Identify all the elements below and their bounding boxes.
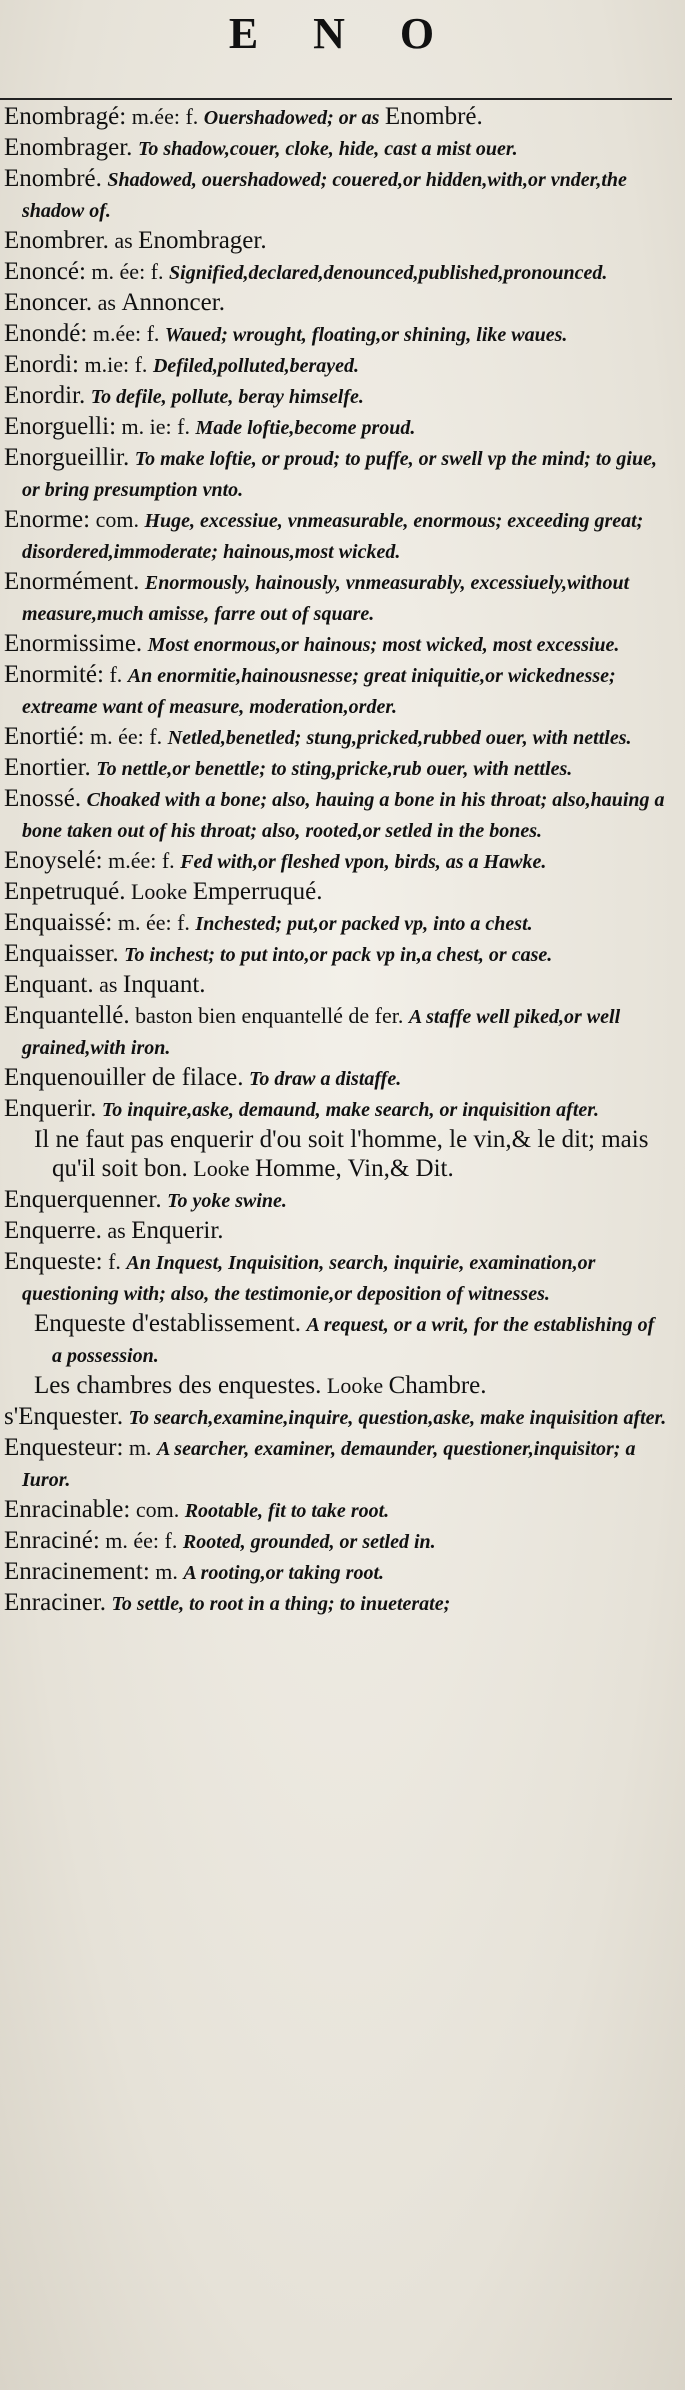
entry-cross-reference: Enombrager. bbox=[138, 227, 267, 254]
dictionary-entry bbox=[4, 288, 668, 319]
entry-headword: Enordir. bbox=[4, 382, 86, 409]
dictionary-entry bbox=[4, 1216, 668, 1247]
entry-headword: Enquerquenner. bbox=[4, 1186, 162, 1213]
entry-headword: Enoncé: bbox=[4, 258, 86, 285]
entry-definition: Enormously, hainously, vnmeasurably, excessiuely,without measure,much amisse, farre out of square. bbox=[22, 572, 630, 625]
entry-grammar: m.ée: f. bbox=[108, 848, 175, 873]
entry-definition: Choaked with a bone; also, hauing a bone in his throat; also,hauing a bone taken out of his throat; also, rooted,or setled in the bones. bbox=[22, 789, 665, 842]
dictionary-entry bbox=[4, 784, 668, 846]
dictionary-entry bbox=[4, 133, 668, 164]
entry-definition: To search,examine,inquire, question,aske, make inquisition after. bbox=[128, 1407, 667, 1429]
entry-definition: To shadow,couer, cloke, hide, cast a mist ouer. bbox=[137, 138, 518, 160]
entry-grammar: as bbox=[107, 1218, 126, 1243]
sub-entry bbox=[4, 1371, 668, 1402]
entry-headword: Enordi: bbox=[4, 351, 79, 378]
entry-cross-reference: Enombré. bbox=[384, 103, 483, 130]
entry-headword: Enorgueillir. bbox=[4, 444, 130, 471]
entry-grammar: m.ée: f. bbox=[131, 104, 199, 129]
dictionary-entry bbox=[4, 629, 668, 660]
entry-grammar: m. bbox=[155, 1559, 178, 1584]
entry-headword: Enombragé: bbox=[4, 103, 127, 130]
dictionary-entry bbox=[4, 1526, 668, 1557]
entry-definition: An Inquest, Inquisition, search, inquirie, examination,or questioning with; also, the testimonie,or deposition of witnesses. bbox=[22, 1252, 596, 1305]
entry-headword: Enquaisser. bbox=[4, 940, 119, 967]
entry-grammar: as bbox=[97, 290, 116, 315]
running-head: E N O bbox=[228, 9, 457, 58]
entry-grammar: m. ée: f. bbox=[105, 1528, 178, 1553]
entry-definition: To make loftie, or proud; to puffe, or swell vp the mind; to giue, or bring presumption vnto. bbox=[22, 448, 657, 501]
entry-headword: Enombrager. bbox=[4, 134, 133, 161]
entry-headword: Enoncer. bbox=[4, 289, 93, 316]
entry-grammar: m. bbox=[128, 1435, 152, 1460]
entry-headword: Les chambres des enquestes. bbox=[34, 1372, 322, 1399]
entry-definition: Rooted, grounded, or setled in. bbox=[182, 1531, 436, 1553]
entry-headword: Enquenouiller de filace. bbox=[4, 1064, 244, 1091]
entry-headword: Enquesteur: bbox=[4, 1434, 124, 1461]
entry-definition: A staffe well piked,or well grained,with iron. bbox=[22, 1006, 621, 1059]
entry-cross-reference: Emperruqué. bbox=[192, 878, 323, 905]
dictionary-entry bbox=[4, 753, 668, 784]
dictionary-entry bbox=[4, 877, 668, 908]
entry-definition: Ouershadowed; or as bbox=[203, 107, 380, 129]
entry-definition: To draw a distaffe. bbox=[248, 1068, 402, 1090]
entry-headword: Enquaissé: bbox=[4, 909, 113, 936]
entry-headword: Enquerir. bbox=[4, 1095, 97, 1122]
entry-grammar: com. bbox=[95, 507, 139, 532]
entry-headword: Enormissime. bbox=[4, 630, 143, 657]
header-rule bbox=[0, 98, 672, 100]
entry-definition: Waued; wrought, floating,or shining, like waues. bbox=[164, 324, 568, 346]
entry-definition: To nettle,or benettle; to sting,pricke,rub ouer, with nettles. bbox=[96, 758, 573, 780]
dictionary-entry bbox=[4, 660, 668, 722]
entry-grammar: Looke bbox=[130, 879, 188, 904]
entry-definition: A request, or a writ, for the establishing of a possession. bbox=[52, 1314, 655, 1367]
dictionary-entry bbox=[4, 102, 668, 133]
entry-headword: Enpetruqué. bbox=[4, 878, 126, 905]
entry-grammar: m. ée: f. bbox=[117, 910, 190, 935]
dictionary-entry bbox=[4, 226, 668, 257]
dictionary-entry bbox=[4, 350, 668, 381]
entry-headword: Enossé. bbox=[4, 785, 82, 812]
entry-headword: Enorme: bbox=[4, 506, 91, 533]
dictionary-entry bbox=[4, 1247, 668, 1309]
entry-headword: Enquantellé. bbox=[4, 1002, 130, 1029]
entry-headword: Enquant. bbox=[4, 971, 94, 998]
dictionary-entry bbox=[4, 846, 668, 877]
entry-grammar: Looke bbox=[326, 1373, 384, 1398]
dictionary-entry bbox=[4, 381, 668, 412]
dictionary-entry bbox=[4, 257, 668, 288]
dictionary-entry bbox=[4, 939, 668, 970]
entry-definition: Inchested; put,or packed vp, into a chest. bbox=[195, 913, 533, 935]
entry-headword: Enracinement: bbox=[4, 1558, 150, 1585]
entry-cross-reference: Chambre. bbox=[388, 1372, 487, 1399]
entry-definition: Made loftie,become proud. bbox=[195, 417, 416, 439]
entry-headword: s'Enquester. bbox=[4, 1403, 124, 1430]
entry-definition: A rooting,or taking root. bbox=[183, 1562, 385, 1584]
entry-list bbox=[4, 102, 668, 1619]
dictionary-entry bbox=[4, 505, 668, 567]
dictionary-entry bbox=[4, 722, 668, 753]
entry-definition: An enormitie,hainousnesse; great iniquitie,or wickednesse; extreame want of measure, moderation,order. bbox=[22, 665, 616, 718]
dictionary-entry bbox=[4, 1001, 668, 1063]
entry-cross-reference: Inquant. bbox=[122, 971, 206, 998]
entry-definition: Signified,declared,denounced,published,pronounced. bbox=[169, 262, 608, 284]
dictionary-entry bbox=[4, 164, 668, 226]
entry-headword: Enquerre. bbox=[4, 1217, 102, 1244]
entry-definition: To inchest; to put into,or pack vp in,a chest, or case. bbox=[124, 944, 553, 966]
entry-grammar: f. bbox=[108, 1249, 121, 1274]
entry-definition: A searcher, examiner, demaunder, questioner,inquisitor; a Iuror. bbox=[22, 1438, 636, 1491]
entry-headword: Enombré. bbox=[4, 165, 102, 192]
entry-definition: Rootable, fit to take root. bbox=[184, 1500, 390, 1522]
entry-headword: Enondé: bbox=[4, 320, 88, 347]
entry-grammar: m. ée: f. bbox=[90, 724, 163, 749]
sub-entry bbox=[4, 1125, 668, 1185]
dictionary-entry bbox=[4, 1495, 668, 1526]
dictionary-entry bbox=[4, 412, 668, 443]
entry-headword: Enormément. bbox=[4, 568, 140, 595]
entry-grammar: com. bbox=[135, 1497, 180, 1522]
entry-grammar: as bbox=[99, 972, 118, 997]
dictionary-entry bbox=[4, 1063, 668, 1094]
entry-grammar: m.ie: f. bbox=[84, 352, 148, 377]
entry-definition: To yoke swine. bbox=[167, 1190, 287, 1212]
entry-headword: Enraciner. bbox=[4, 1589, 107, 1616]
entry-headword: Enraciné: bbox=[4, 1527, 100, 1554]
entry-headword: Enombrer. bbox=[4, 227, 109, 254]
entry-headword: Enorguelli: bbox=[4, 413, 117, 440]
entry-definition: Fed with,or fleshed vpon, birds, as a Hawke. bbox=[180, 851, 547, 873]
entry-grammar: Looke bbox=[193, 1156, 250, 1181]
entry-headword: Enqueste d'establissement. bbox=[34, 1310, 301, 1337]
entry-grammar: as bbox=[114, 228, 133, 253]
entry-definition: Shadowed, ouershadowed; couered,or hidden,with,or vnder,the shadow of. bbox=[22, 169, 627, 222]
entry-definition: To defile, pollute, beray himselfe. bbox=[90, 386, 364, 408]
entry-headword: Enracinable: bbox=[4, 1496, 131, 1523]
entry-headword: Enormité: bbox=[4, 661, 104, 688]
dictionary-entry bbox=[4, 1588, 668, 1619]
entry-definition: To inquire,aske, demaund, make search, or inquisition after. bbox=[101, 1099, 599, 1121]
entry-grammar: m. ie: f. bbox=[121, 414, 190, 439]
entry-cross-reference: Enquerir. bbox=[131, 1217, 224, 1244]
entry-grammar: m.ée: f. bbox=[92, 321, 160, 346]
entry-definition: To settle, to root in a thing; to inueterate; bbox=[111, 1593, 451, 1615]
entry-grammar: m. ée: f. bbox=[91, 259, 164, 284]
entry-grammar: f. bbox=[109, 662, 123, 687]
entry-cross-reference: Homme, Vin,& Dit. bbox=[254, 1155, 454, 1182]
dictionary-entry bbox=[4, 319, 668, 350]
entry-headword: Enoyselé: bbox=[4, 847, 103, 874]
entry-definition: Huge, excessiue, vnmeasurable, enormous; exceeding great; disordered,immoderate; hainous,most wicked. bbox=[22, 510, 644, 563]
entry-headword: Enortié: bbox=[4, 723, 85, 750]
entry-definition: Defiled,polluted,berayed. bbox=[152, 355, 359, 377]
sub-entry bbox=[4, 1309, 668, 1371]
dictionary-entry bbox=[4, 1557, 668, 1588]
entry-headword: Enqueste: bbox=[4, 1248, 103, 1275]
dictionary-entry bbox=[4, 443, 668, 505]
entry-grammar: baston bien enquantellé de fer. bbox=[135, 1003, 404, 1028]
entry-definition: Netled,benetled; stung,pricked,rubbed ouer, with nettles. bbox=[167, 727, 632, 749]
dictionary-entry bbox=[4, 970, 668, 1001]
entry-cross-reference: Annoncer. bbox=[121, 289, 225, 316]
dictionary-entry bbox=[4, 1402, 668, 1433]
dictionary-entry bbox=[4, 1185, 668, 1216]
entry-headword: Enortier. bbox=[4, 754, 91, 781]
dictionary-entry bbox=[4, 1433, 668, 1495]
dictionary-entry bbox=[4, 1094, 668, 1125]
dictionary-entry bbox=[4, 908, 668, 939]
dictionary-entry bbox=[4, 567, 668, 629]
entry-headword: Il ne faut pas enquerir d'ou soit l'homme, le vin,& le dit; mais qu'il soit bon. bbox=[34, 1126, 649, 1182]
entry-definition: Most enormous,or hainous; most wicked, most excessiue. bbox=[147, 634, 620, 656]
